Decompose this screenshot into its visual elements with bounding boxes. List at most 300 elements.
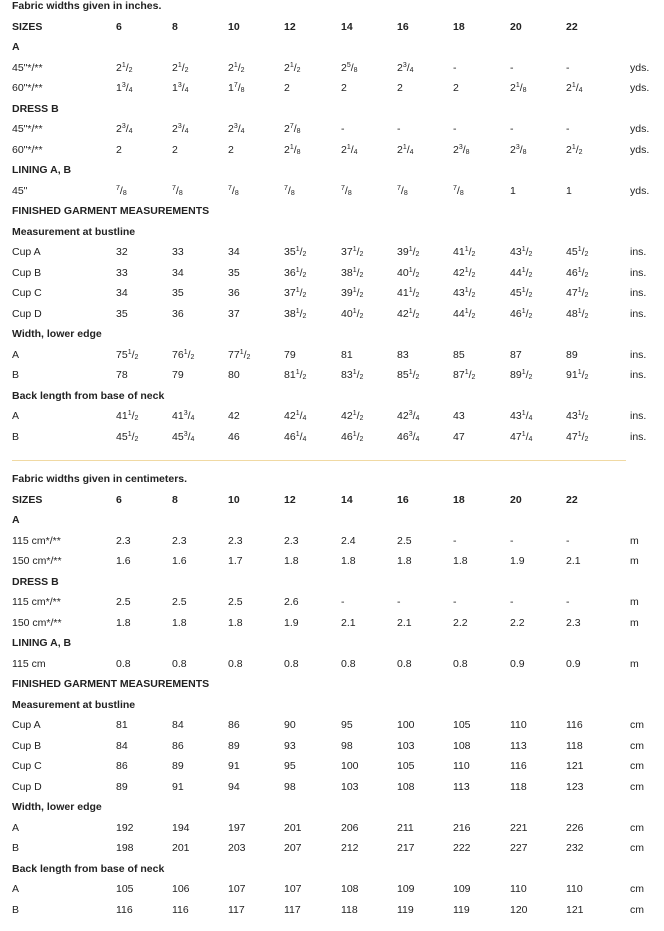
table-cell: 33 <box>116 266 128 279</box>
table-cell: 89 <box>116 780 128 793</box>
table-cell: 86 <box>228 719 240 731</box>
table-cell: - <box>397 596 401 608</box>
table-cell: - <box>453 534 457 547</box>
table-cell: 1.9 <box>284 616 299 629</box>
row-label: B <box>12 430 20 443</box>
table-cell: 198 <box>116 842 134 854</box>
table-cell: 46 <box>228 430 240 443</box>
table-cell: $2^1/_4$ <box>341 143 358 156</box>
table-row <box>0 535 664 551</box>
table-cell: 2.1 <box>341 616 356 629</box>
size-22-header: 22 <box>566 20 578 33</box>
table-cell: 119 <box>453 903 470 916</box>
sizes-header-row <box>0 21 664 37</box>
table-cell: 2 <box>284 82 290 94</box>
table-cell: 0.8 <box>172 657 187 670</box>
row-label: 45"*/** <box>12 123 43 135</box>
group-heading-row <box>0 164 664 180</box>
table-cell: 2.5 <box>116 596 131 608</box>
row-label: Cup A <box>12 246 41 258</box>
table-cell: 0.8 <box>228 657 243 670</box>
table-cell: $40^1/_2$ <box>397 266 420 279</box>
table-cell: $46^1/_2$ <box>341 430 364 443</box>
table-cell: 108 <box>341 883 359 895</box>
table-cell: 2 <box>453 82 459 94</box>
table-cell: 1.8 <box>228 616 243 629</box>
row-label: 60"*/** <box>12 82 43 94</box>
table-cell: $2^1/_2$ <box>228 61 245 74</box>
unit-label: ins. <box>630 246 647 258</box>
table-cell: $1^3/_4$ <box>116 82 133 94</box>
table-caption: Fabric widths given in inches. <box>12 0 162 12</box>
table-cell: $2^1/_8$ <box>284 143 301 156</box>
unit-label: ins. <box>630 410 647 422</box>
table-cell: 1.7 <box>228 555 243 567</box>
table-cell: 118 <box>510 780 527 793</box>
table-cell: $1^3/_4$ <box>172 82 189 94</box>
size-8-header: 8 <box>172 20 178 33</box>
table-cell: 87 <box>510 348 522 361</box>
table-cell: 1.8 <box>341 555 356 567</box>
table-cell: $35^1/_2$ <box>284 246 307 258</box>
table-cell: 95 <box>284 760 296 772</box>
table-cell: 33 <box>172 246 184 258</box>
table-cell: 212 <box>341 842 359 854</box>
table-cell: $48^1/_2$ <box>566 307 589 320</box>
size-18-header: 18 <box>453 20 465 33</box>
table-cell: $77^1/_2$ <box>228 348 251 361</box>
table-cell: 0.9 <box>566 657 581 670</box>
table-cell: 1.8 <box>453 555 468 567</box>
table-cell: $^7/_8$ <box>172 184 183 197</box>
table-cell: 1.8 <box>172 616 187 629</box>
table-row <box>0 822 664 838</box>
table-cell: 1.8 <box>397 555 412 567</box>
size-12-header: 12 <box>284 493 296 506</box>
table-cell: 85 <box>453 348 465 361</box>
table-row <box>0 185 664 201</box>
table-cell: 95 <box>341 719 353 731</box>
table-row <box>0 144 664 160</box>
table-row <box>0 883 664 899</box>
table-cell: 2 <box>341 82 347 94</box>
table-cell: $46^3/_4$ <box>397 430 420 443</box>
table-cell: 2 <box>397 82 403 94</box>
table-cell: $45^1/_2$ <box>566 246 589 258</box>
table-cell: $42^1/_2$ <box>341 410 364 422</box>
table-cell: 1 <box>566 184 572 197</box>
table-cell: $43^1/_4$ <box>510 410 533 422</box>
table-cell: $91^1/_2$ <box>566 369 589 381</box>
group-heading-row <box>0 41 664 57</box>
row-label: B <box>12 903 20 916</box>
table-cell: 109 <box>397 883 415 895</box>
table-cell: 232 <box>566 842 584 854</box>
unit-label: yds. <box>630 61 650 74</box>
table-cell: $^7/_8$ <box>116 184 127 197</box>
unit-label: cm <box>630 842 644 854</box>
table-cell: 221 <box>510 821 528 834</box>
table-cell: 110 <box>510 719 527 731</box>
group-heading: LINING A, B <box>12 164 72 176</box>
table-cell: $2^5/_8$ <box>341 61 358 74</box>
table-cell: 43 <box>453 410 465 422</box>
table-cell: $42^1/_2$ <box>397 307 420 320</box>
table-cell: 201 <box>284 821 302 834</box>
table-cell: 121 <box>566 760 584 772</box>
table-cell: 107 <box>284 883 302 895</box>
table-cell: 36 <box>172 307 184 320</box>
group-heading-row <box>0 328 664 344</box>
unit-label: yds. <box>630 82 650 94</box>
table-cell: 90 <box>284 719 296 731</box>
group-heading: LINING A, B <box>12 637 72 649</box>
table-cell: 35 <box>116 307 128 320</box>
unit-label: ins. <box>630 307 647 320</box>
table-row <box>0 781 664 797</box>
table-cell: 2.5 <box>172 596 187 608</box>
table-cell: $83^1/_2$ <box>341 369 364 381</box>
table-cell: 0.8 <box>397 657 412 670</box>
table-cell: 103 <box>341 780 359 793</box>
table-cell: 34 <box>116 287 128 299</box>
table-cell: 2.1 <box>566 555 581 567</box>
group-heading: FINISHED GARMENT MEASUREMENTS <box>12 678 210 690</box>
table-cell: 80 <box>228 369 240 381</box>
table-cell: $44^1/_2$ <box>510 266 533 279</box>
table-cell: 0.8 <box>453 657 468 670</box>
table-cell: - <box>341 123 345 135</box>
table-cell: 217 <box>397 842 415 854</box>
table-cell: $2^3/_8$ <box>510 143 527 156</box>
table-cell: - <box>341 596 345 608</box>
table-cell: $42^3/_4$ <box>397 410 420 422</box>
table-cell: 47 <box>453 430 465 443</box>
unit-label: m <box>630 616 639 629</box>
table-row <box>0 658 664 674</box>
unit-label: ins. <box>630 348 647 361</box>
table-cell: 0.8 <box>116 657 131 670</box>
group-heading-row <box>0 226 664 242</box>
row-label: B <box>12 842 20 854</box>
unit-label: yds. <box>630 184 650 197</box>
group-heading-row <box>0 390 664 406</box>
section-divider <box>12 460 626 461</box>
size-16-header: 16 <box>397 20 409 33</box>
table-cell: 118 <box>566 739 583 752</box>
table-cell: 1.6 <box>116 555 131 567</box>
group-heading: Width, lower edge <box>12 328 102 340</box>
table-cell: 79 <box>172 369 184 381</box>
group-heading: FINISHED GARMENT MEASUREMENTS <box>12 205 210 217</box>
table-cell: 98 <box>284 780 296 793</box>
table-cell: $45^3/_4$ <box>172 430 195 443</box>
table-cell: $37^1/_2$ <box>284 287 307 299</box>
table-cell: $^7/_8$ <box>341 184 352 197</box>
table-row <box>0 123 664 139</box>
table-cell: 0.8 <box>284 657 299 670</box>
table-cell: 110 <box>566 883 583 895</box>
table-cell: 216 <box>453 821 471 834</box>
table-cell: 2.2 <box>453 616 468 629</box>
table-cell: 37 <box>228 307 240 320</box>
table-cell: - <box>566 123 570 135</box>
table-cell: 0.9 <box>510 657 525 670</box>
table-cell: 2.3 <box>172 534 187 547</box>
size-22-header: 22 <box>566 493 578 506</box>
table-cell: $2^3/_4$ <box>116 123 133 135</box>
row-label: A <box>12 821 20 834</box>
table-cell: 2 <box>172 143 178 156</box>
table-cell: 86 <box>172 739 184 752</box>
table-caption-row <box>0 473 664 489</box>
size-20-header: 20 <box>510 493 522 506</box>
group-heading-row <box>0 514 664 530</box>
table-cell: 116 <box>510 760 527 772</box>
unit-label: m <box>630 555 639 567</box>
size-6-header: 6 <box>116 493 122 506</box>
size-12-header: 12 <box>284 20 296 33</box>
row-label: Cup C <box>12 287 42 299</box>
table-cell: 106 <box>172 883 190 895</box>
table-cell: 35 <box>228 266 240 279</box>
table-cell: - <box>510 123 514 135</box>
table-cell: $87^1/_2$ <box>453 369 476 381</box>
table-cell: $2^3/_8$ <box>453 143 470 156</box>
table-cell: $2^3/_4$ <box>397 61 414 74</box>
table-cell: 86 <box>116 760 128 772</box>
row-label: 60"*/** <box>12 143 43 156</box>
table-cell: 116 <box>172 903 189 916</box>
table-cell: $42^1/_4$ <box>284 410 307 422</box>
table-cell: 32 <box>116 246 128 258</box>
unit-label: yds. <box>630 143 650 156</box>
table-row <box>0 617 664 633</box>
group-heading-row <box>0 678 664 694</box>
table-cell: 89 <box>172 760 184 772</box>
size-14-header: 14 <box>341 20 353 33</box>
table-cell: $41^1/_2$ <box>116 410 139 422</box>
size-6-header: 6 <box>116 20 122 33</box>
table-cell: 2.3 <box>566 616 581 629</box>
sizes-label: SIZES <box>12 20 43 33</box>
table-cell: 105 <box>116 883 134 895</box>
table-cell: 117 <box>228 903 245 916</box>
table-row <box>0 596 664 612</box>
table-cell: 0.8 <box>341 657 356 670</box>
table-cell: 108 <box>453 739 471 752</box>
row-label: A <box>12 883 20 895</box>
group-heading-row <box>0 801 664 817</box>
table-cell: 2 <box>228 143 234 156</box>
table-cell: 81 <box>116 719 128 731</box>
table-cell: $46^1/_2$ <box>510 307 533 320</box>
table-cell: 107 <box>228 883 246 895</box>
table-cell: 222 <box>453 842 471 854</box>
table-caption-row <box>0 0 664 16</box>
size-10-header: 10 <box>228 493 240 506</box>
table-cell: 89 <box>566 348 578 361</box>
table-cell: $38^1/_2$ <box>341 266 364 279</box>
table-cell: $85^1/_2$ <box>397 369 420 381</box>
table-cell: 105 <box>397 760 415 772</box>
table-cell: 94 <box>228 780 240 793</box>
table-cell: 91 <box>228 760 240 772</box>
table-cell: 226 <box>566 821 584 834</box>
table-row <box>0 555 664 571</box>
table-cell: 2.5 <box>397 534 412 547</box>
table-cell: $2^1/_4$ <box>566 82 583 94</box>
table-cell: 113 <box>453 780 470 793</box>
table-cell: 91 <box>172 780 184 793</box>
table-row <box>0 842 664 858</box>
table-caption: Fabric widths given in centimeters. <box>12 473 188 485</box>
unit-label: ins. <box>630 287 647 299</box>
table-cell: 34 <box>228 246 240 258</box>
table-cell: - <box>453 596 457 608</box>
table-row <box>0 904 664 920</box>
group-heading: DRESS B <box>12 575 59 588</box>
table-cell: $39^1/_2$ <box>397 246 420 258</box>
table-cell: 2.1 <box>397 616 412 629</box>
table-cell: $47^1/_2$ <box>566 287 589 299</box>
sizes-header-row <box>0 494 664 510</box>
table-cell: 118 <box>341 903 358 916</box>
unit-label: cm <box>630 883 644 895</box>
size-20-header: 20 <box>510 20 522 33</box>
table-cell: $2^7/_8$ <box>284 123 301 135</box>
group-heading-row <box>0 699 664 715</box>
table-cell: 1.6 <box>172 555 187 567</box>
table-cell: $36^1/_2$ <box>284 266 307 279</box>
table-cell: 2.6 <box>284 596 299 608</box>
table-cell: - <box>453 61 457 74</box>
table-cell: $2^3/_4$ <box>228 123 245 135</box>
table-cell: 1 <box>510 184 516 197</box>
table-cell: $^7/_8$ <box>284 184 295 197</box>
table-cell: 2.3 <box>228 534 243 547</box>
row-label: 115 cm*/** <box>12 596 61 608</box>
table-cell: 100 <box>397 719 415 731</box>
table-cell: $75^1/_2$ <box>116 348 139 361</box>
table-cell: 110 <box>510 883 527 895</box>
row-label: 150 cm*/** <box>12 555 62 567</box>
table-cell: - <box>566 534 570 547</box>
table-cell: $43^1/_2$ <box>510 246 533 258</box>
table-cell: $41^1/_2$ <box>453 246 476 258</box>
group-heading-row <box>0 103 664 119</box>
table-cell: 113 <box>510 739 527 752</box>
table-cell: $47^1/_4$ <box>510 430 533 443</box>
table-cell: $2^1/_4$ <box>397 143 414 156</box>
group-heading-row <box>0 576 664 592</box>
group-heading: Measurement at bustline <box>12 698 136 711</box>
table-cell: 100 <box>341 760 359 772</box>
table-cell: 89 <box>228 739 240 752</box>
table-cell: 34 <box>172 266 184 279</box>
table-cell: 121 <box>566 903 584 916</box>
table-row <box>0 410 664 426</box>
group-heading: DRESS B <box>12 102 59 115</box>
table-cell: $^7/_8$ <box>453 184 464 197</box>
table-row <box>0 246 664 262</box>
table-cell: 93 <box>284 739 296 752</box>
table-cell: 1.9 <box>510 555 525 567</box>
table-row <box>0 82 664 98</box>
group-heading: A <box>12 514 20 526</box>
table-cell: $40^1/_2$ <box>341 307 364 320</box>
table-cell: - <box>453 123 457 135</box>
table-cell: 2.5 <box>228 596 243 608</box>
table-cell: 78 <box>116 369 128 381</box>
table-cell: 84 <box>172 719 184 731</box>
table-cell: 117 <box>284 903 301 916</box>
size-8-header: 8 <box>172 493 178 506</box>
unit-label: cm <box>630 903 644 916</box>
unit-label: m <box>630 657 639 670</box>
table-cell: 105 <box>453 719 471 731</box>
table-row <box>0 267 664 283</box>
group-heading-row <box>0 863 664 879</box>
table-cell: $44^1/_2$ <box>453 307 476 320</box>
row-label: Cup D <box>12 307 42 320</box>
table-cell: $47^1/_2$ <box>566 430 589 443</box>
group-heading: Measurement at bustline <box>12 225 136 238</box>
row-label: Cup B <box>12 739 42 752</box>
size-16-header: 16 <box>397 493 409 506</box>
table-cell: 120 <box>510 903 528 916</box>
table-cell: $^7/_8$ <box>228 184 239 197</box>
table-cell: 2 <box>116 143 122 156</box>
table-cell: - <box>397 123 401 135</box>
table-cell: $2^1/_2$ <box>284 61 301 74</box>
table-cell: $2^3/_4$ <box>172 123 189 135</box>
table-cell: $89^1/_2$ <box>510 369 533 381</box>
table-cell: 123 <box>566 780 584 793</box>
sizes-label: SIZES <box>12 493 43 506</box>
group-heading: Width, lower edge <box>12 801 102 813</box>
row-label: Cup D <box>12 780 42 793</box>
row-label: A <box>12 348 20 361</box>
table-cell: $76^1/_2$ <box>172 348 195 361</box>
table-row <box>0 349 664 365</box>
table-cell: 110 <box>453 760 470 772</box>
table-cell: - <box>510 61 514 74</box>
table-cell: 116 <box>566 719 583 731</box>
table-row <box>0 62 664 78</box>
table-cell: $43^1/_2$ <box>566 410 589 422</box>
row-label: Cup A <box>12 719 41 731</box>
table-cell: 108 <box>397 780 415 793</box>
table-cell: - <box>566 596 570 608</box>
unit-label: cm <box>630 739 644 752</box>
table-cell: $2^1/_2$ <box>172 61 189 74</box>
unit-label: m <box>630 596 639 608</box>
table-cell: $38^1/_2$ <box>284 307 307 320</box>
table-cell: $42^1/_2$ <box>453 266 476 279</box>
table-cell: 81 <box>341 348 353 361</box>
table-cell: 79 <box>284 348 296 361</box>
table-cell: 83 <box>397 348 409 361</box>
table-row <box>0 308 664 324</box>
table-cell: $41^3/_4$ <box>172 410 195 422</box>
table-cell: 42 <box>228 410 240 422</box>
row-label: 45" <box>12 184 28 197</box>
unit-label: ins. <box>630 369 647 381</box>
table-cell: 192 <box>116 821 134 834</box>
table-cell: 2.3 <box>116 534 131 547</box>
unit-label: ins. <box>630 430 647 443</box>
